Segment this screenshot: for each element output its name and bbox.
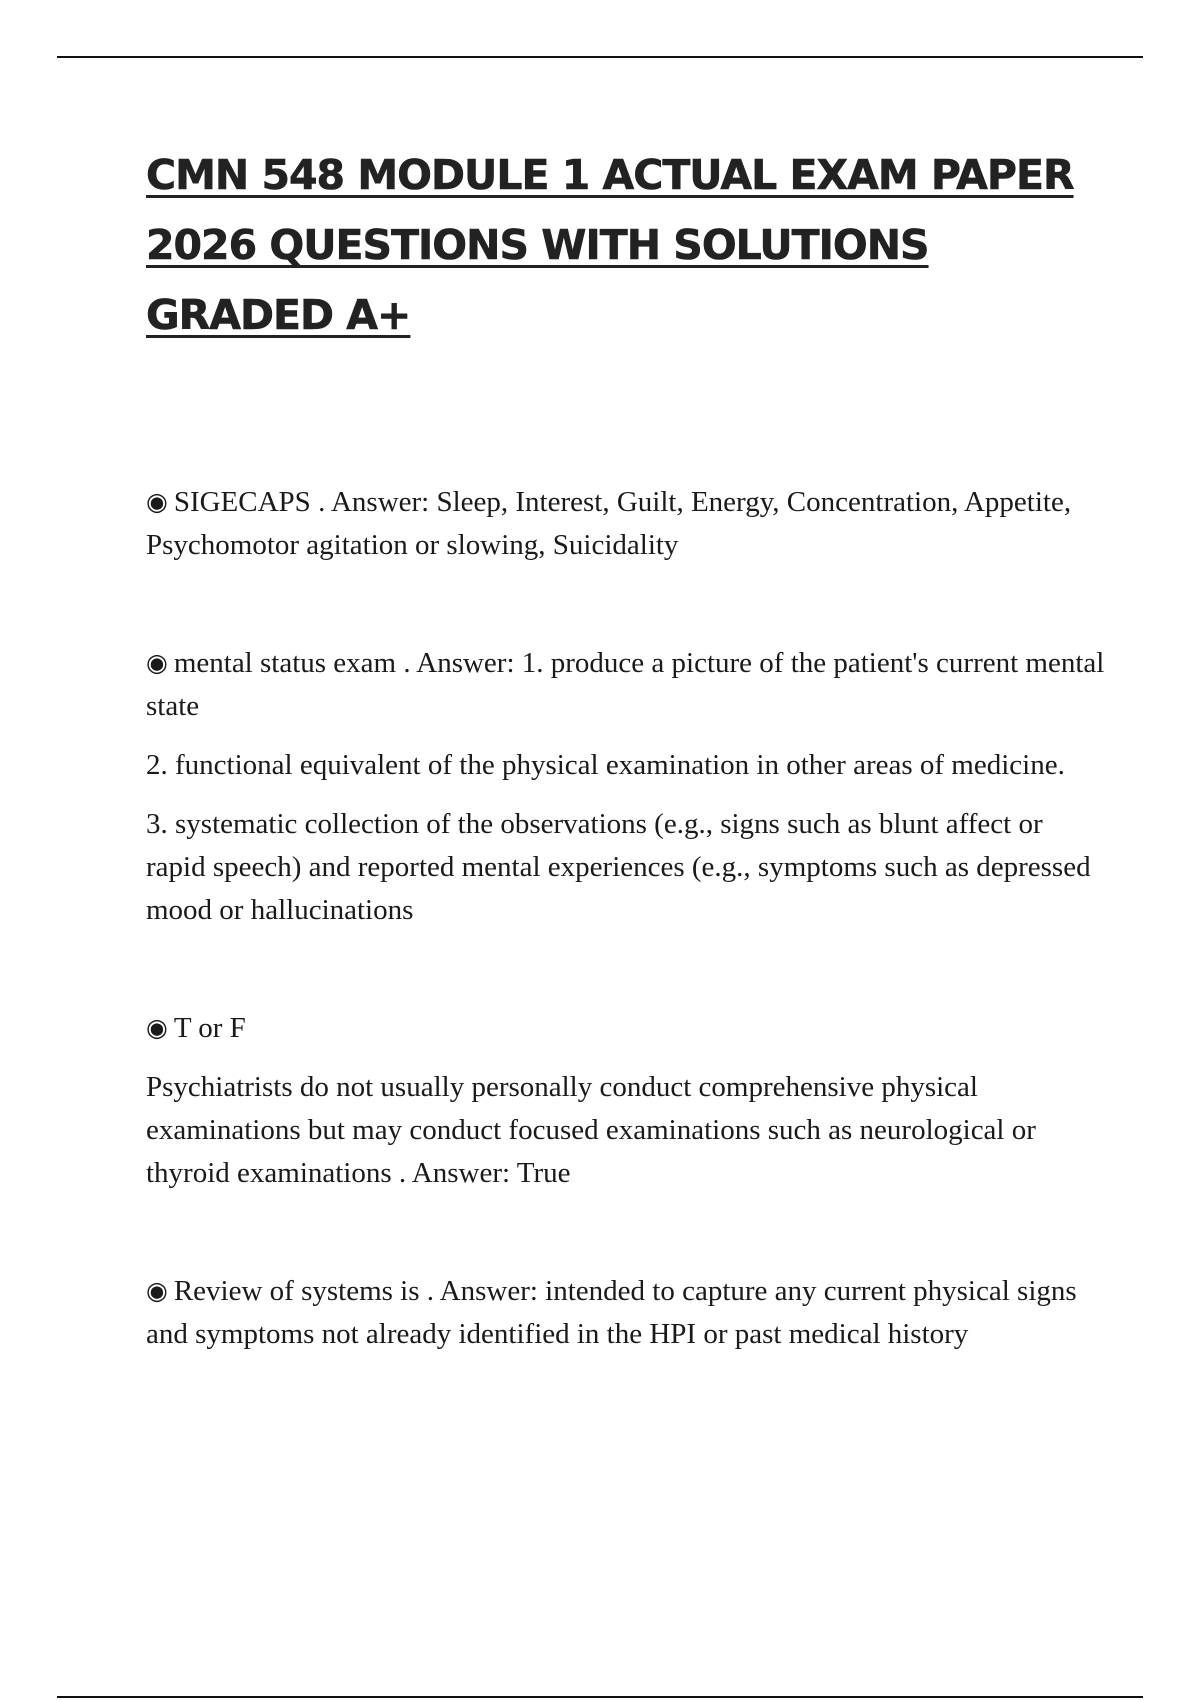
bullet-icon: ◉ <box>146 648 168 677</box>
qa-question <box>146 1006 1106 1050</box>
top-rule <box>57 56 1143 58</box>
qa-text: Review of systems is . Answer: intended to capture any current physical signs and symptoms not already identified in the HPI or past medical history <box>146 1275 1077 1350</box>
qa-list <box>146 480 1106 1356</box>
bullet-icon: ◉ <box>146 1276 168 1305</box>
qa-text: T or F <box>173 1012 246 1044</box>
bullet-icon: ◉ <box>146 487 168 516</box>
qa-text: Psychiatrists do not usually personally conduct comprehensive physical examinations but may conduct focused examinations such as neurological or thyroid examinations . Answer: True <box>146 1071 1036 1189</box>
document-title: CMN 548 MODULE 1 ACTUAL EXAM PAPER 2026 QUESTIONS WITH SOLUTIONS GRADED A+ <box>146 151 1074 339</box>
qa-text: mental status exam . Answer: 1. produce a picture of the patient's current mental state <box>146 647 1105 722</box>
bottom-rule <box>57 1696 1143 1698</box>
qa-text: 2. functional equivalent of the physical examination in other areas of medicine. <box>146 749 1065 781</box>
qa-item <box>146 480 1106 567</box>
qa-item <box>146 1269 1106 1356</box>
qa-question <box>146 1269 1106 1356</box>
qa-item <box>146 641 1106 932</box>
qa-text: SIGECAPS . Answer: Sleep, Interest, Guilt, Energy, Concentration, Appetite, Psychomotor agitation or slowing, Suicidality <box>146 486 1072 561</box>
qa-question <box>146 480 1106 567</box>
bullet-icon: ◉ <box>146 1013 168 1042</box>
qa-item <box>146 1006 1106 1195</box>
qa-question <box>146 641 1106 728</box>
qa-text: 3. systematic collection of the observations (e.g., signs such as blunt affect or rapid speech) and reported mental experiences (e.g., symptoms such as depressed mood or hallucinations <box>146 808 1091 926</box>
